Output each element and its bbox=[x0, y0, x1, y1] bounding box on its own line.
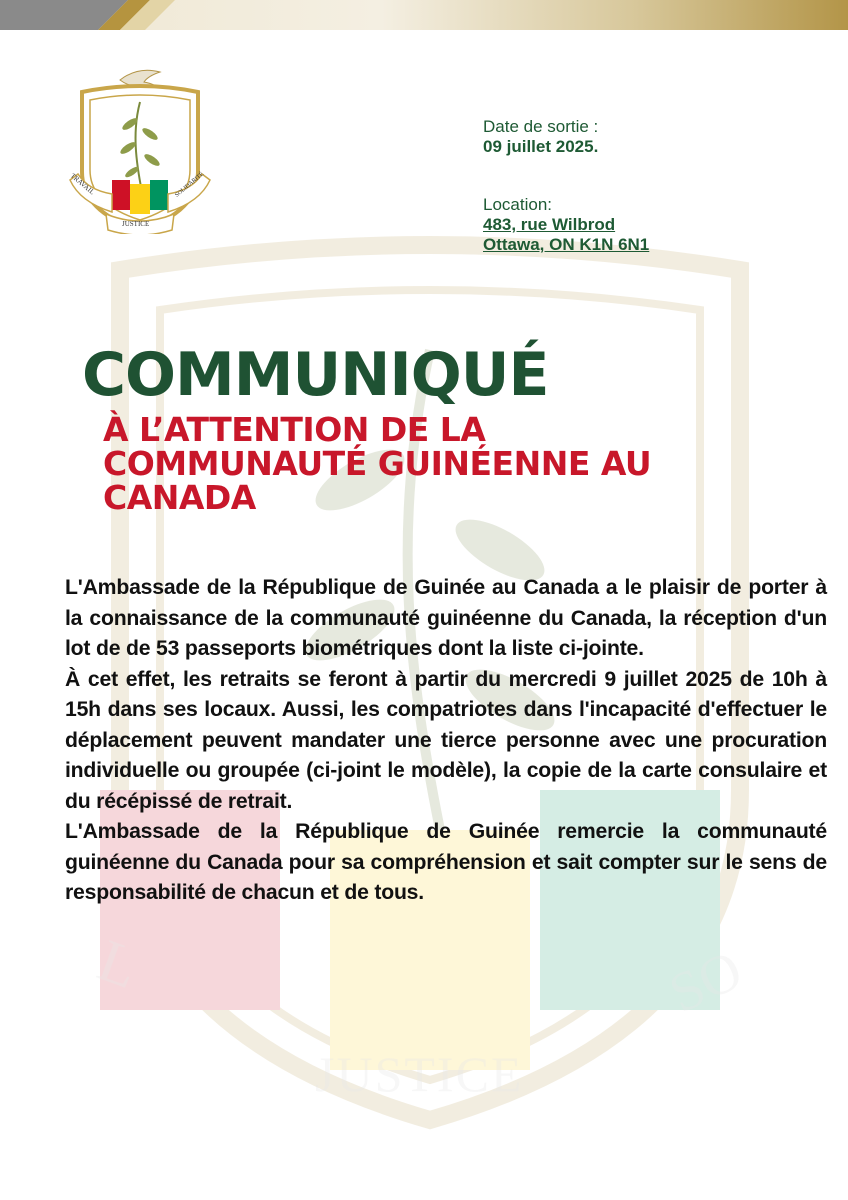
subtitle-line-3: CANADA bbox=[103, 478, 256, 517]
watermark-letter-left: L bbox=[89, 926, 148, 1002]
subtitle-line-2: COMMUNAUTÉ GUINÉENNE AU bbox=[103, 444, 652, 483]
watermark-letters-right: SO bbox=[660, 938, 752, 1026]
top-gold-band bbox=[0, 0, 848, 30]
emblem-motto-travail: TRAVAIL bbox=[68, 171, 97, 197]
release-date-value: 09 juillet 2025. bbox=[483, 137, 599, 156]
body-paragraph: À cet effet, les retraits se feront à partir du mercredi 9 juillet 2025 de 10h à 15h dans ses locaux. Aussi, les compatriotes dans l'incapacité d'effectuer le déplacement peuvent mandater une tierce personne avec une procuration individuelle ou groupée (ci-joint le modèle), la copie de la carte consulaire et du récépissé de retrait. bbox=[65, 667, 827, 813]
emblem-motto-justice: JUSTICE bbox=[122, 220, 150, 228]
location-label: Location: bbox=[483, 195, 552, 214]
release-info bbox=[483, 117, 803, 255]
address-line-1[interactable]: 483, rue Wilbrod bbox=[483, 215, 616, 234]
body-paragraph: L'Ambassade de la République de Guinée au Canada a le plaisir de porter à la connaissance de la communauté guinéenne du Canada, la réception d'un lot de de 53 passeports biométriques dont la liste ci-jointe. bbox=[65, 576, 827, 660]
body-paragraph: L'Ambassade de la République de Guinée remercie la communauté guinéenne du Canada pour sa compréhension et sait compter sur le sens de responsabilité de chacun et de tous. bbox=[65, 820, 827, 904]
release-date-label: Date de sortie : bbox=[483, 117, 599, 136]
guinea-coat-of-arms bbox=[60, 62, 220, 234]
page-title: COMMUNIQUÉ bbox=[82, 340, 549, 410]
subtitle-line-1: À L’ATTENTION DE LA bbox=[103, 410, 486, 449]
page-subtitle bbox=[103, 410, 743, 517]
communique-body bbox=[65, 573, 827, 909]
emblem-motto-solidarite: SOLIDARITÉ bbox=[174, 171, 206, 199]
address-line-2[interactable]: Ottawa, ON K1N 6N1 bbox=[483, 235, 650, 254]
watermark-justice: JUSTICE bbox=[315, 1046, 524, 1102]
